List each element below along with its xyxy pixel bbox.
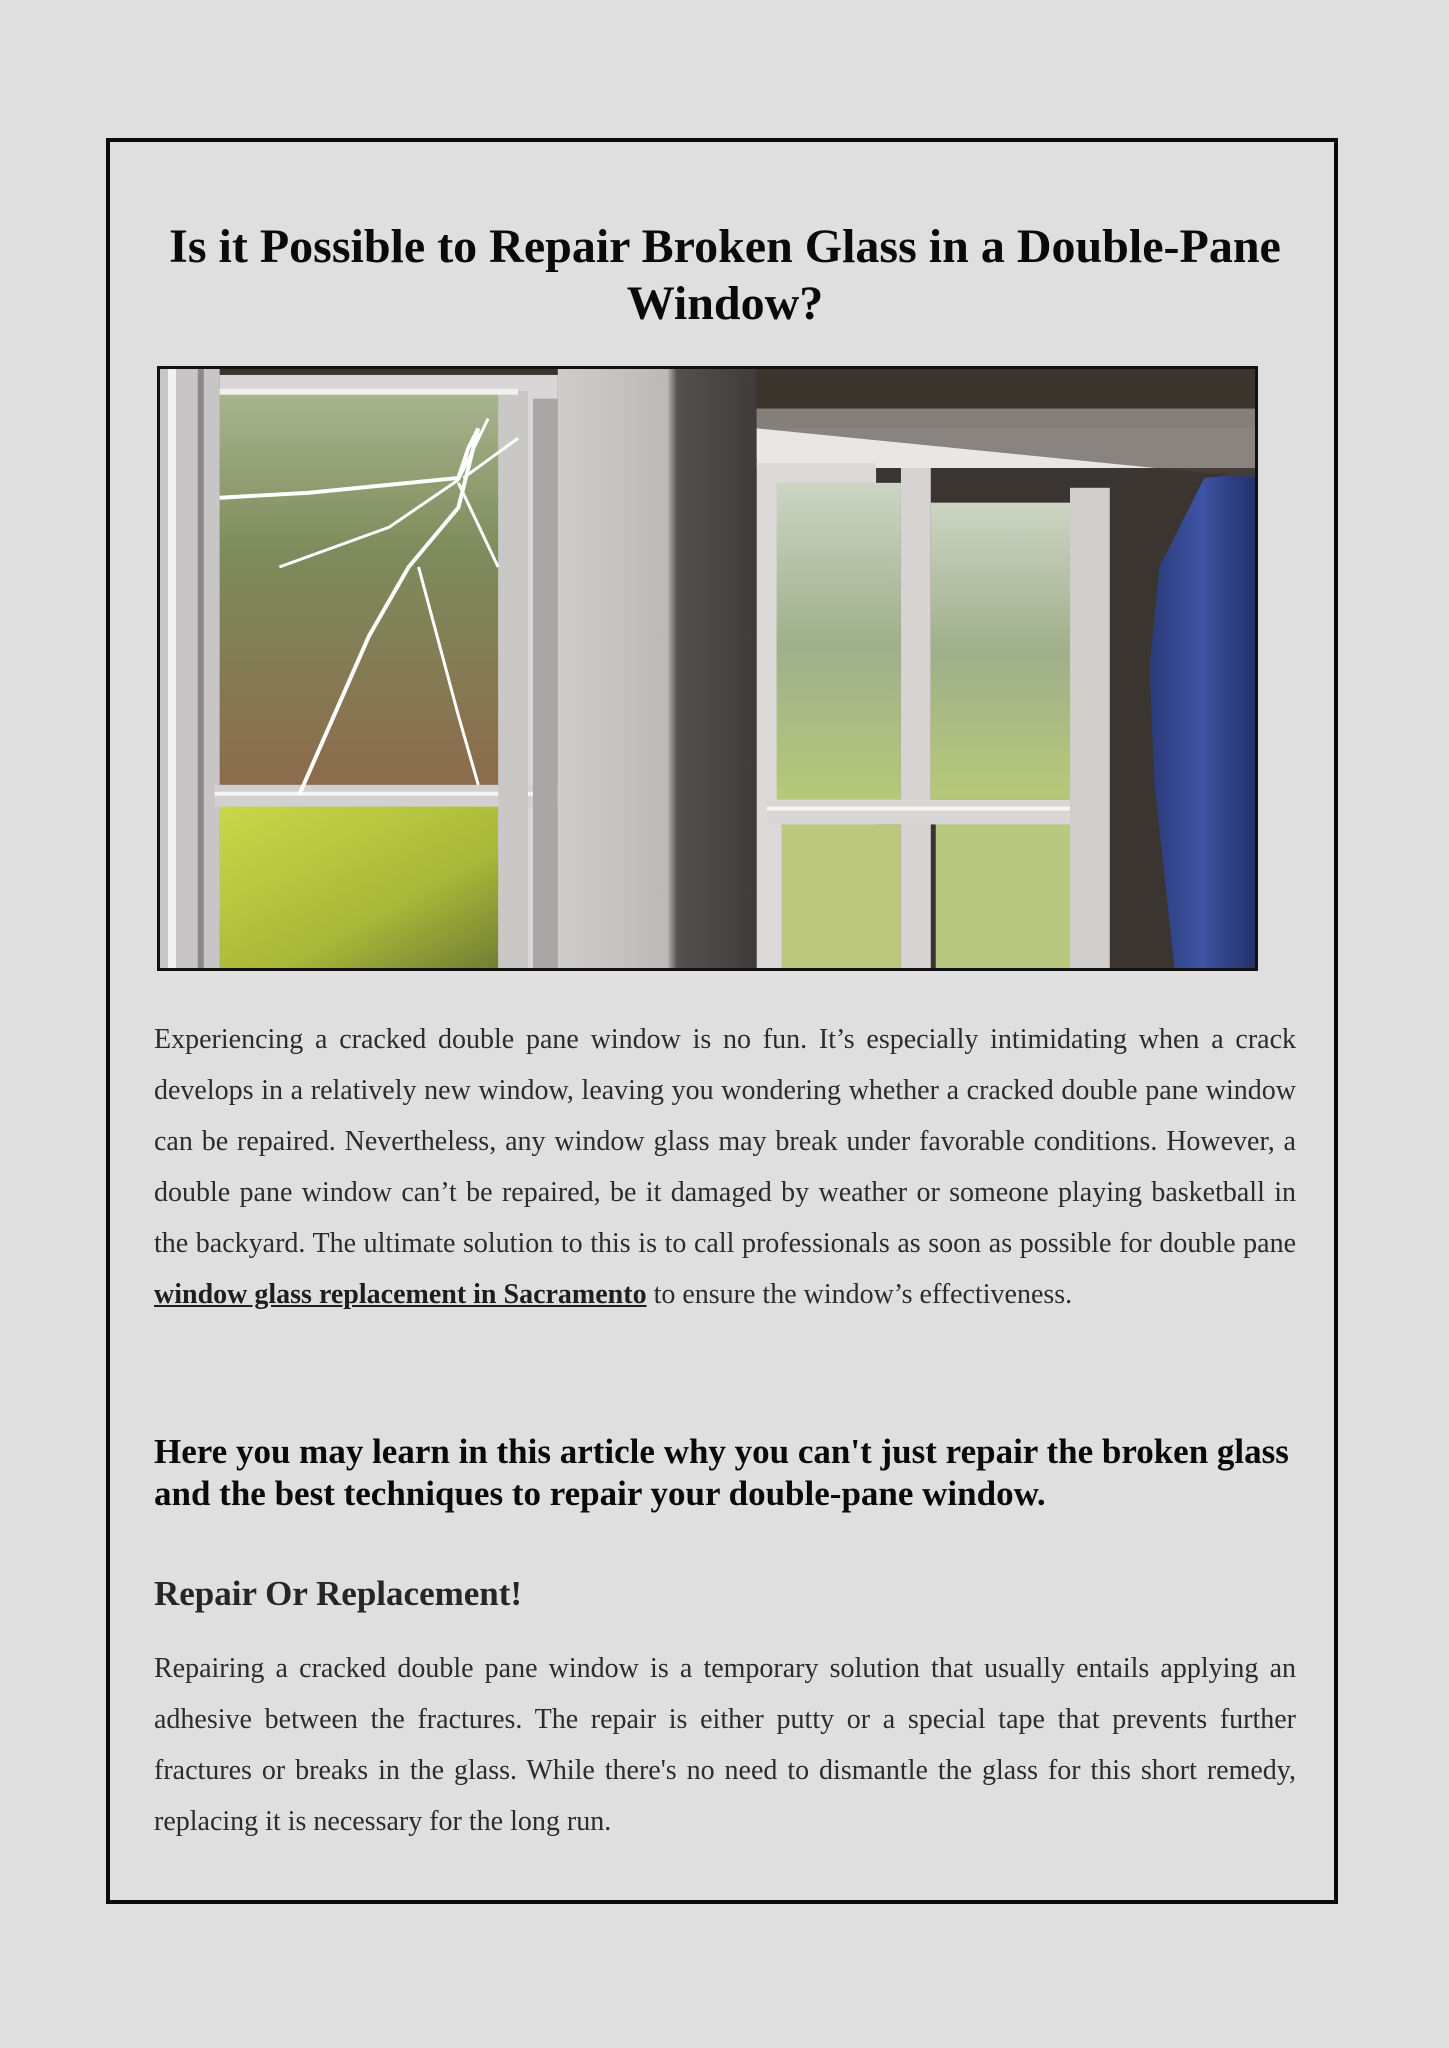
article-title: Is it Possible to Repair Broken Glass in a Double-Pane Window?: [169, 220, 1281, 330]
cracked-window-photo: [157, 366, 1258, 971]
intro-paragraph: [154, 1014, 1296, 1320]
section-heading: Repair Or Replacement!: [154, 1574, 523, 1613]
intro-text-after-link: to ensure the window’s effectiveness.: [646, 1279, 1073, 1310]
lead-heading: Here you may learn in this article why you can't just repair the broken glass and the best techniques to repair your double-pane window.: [154, 1432, 1289, 1513]
intro-text-before-link: Experiencing a cracked double pane window is no fun. It’s especially intimidating when a crack develops in a relatively new window, leaving you wondering whether a cracked double pane window can be repaired. Nevertheless, any window glass may break under favorable conditions. However, a double pane window can’t be repaired, be it damaged by weather or someone playing basketball in the backyard. The ultimate solution to this is to call professionals as soon as possible for double pane: [154, 1024, 1296, 1259]
section-paragraph: Repairing a cracked double pane window is a temporary solution that usually entails applying an adhesive between the fractures. The repair is either putty or a special tape that prevents further fractures or breaks in the glass. While there's no need to dismantle the glass for this short remedy, replacing it is necessary for the long run.: [154, 1653, 1296, 1837]
window-glass-replacement-link[interactable]: window glass replacement in Sacramento: [154, 1279, 647, 1310]
